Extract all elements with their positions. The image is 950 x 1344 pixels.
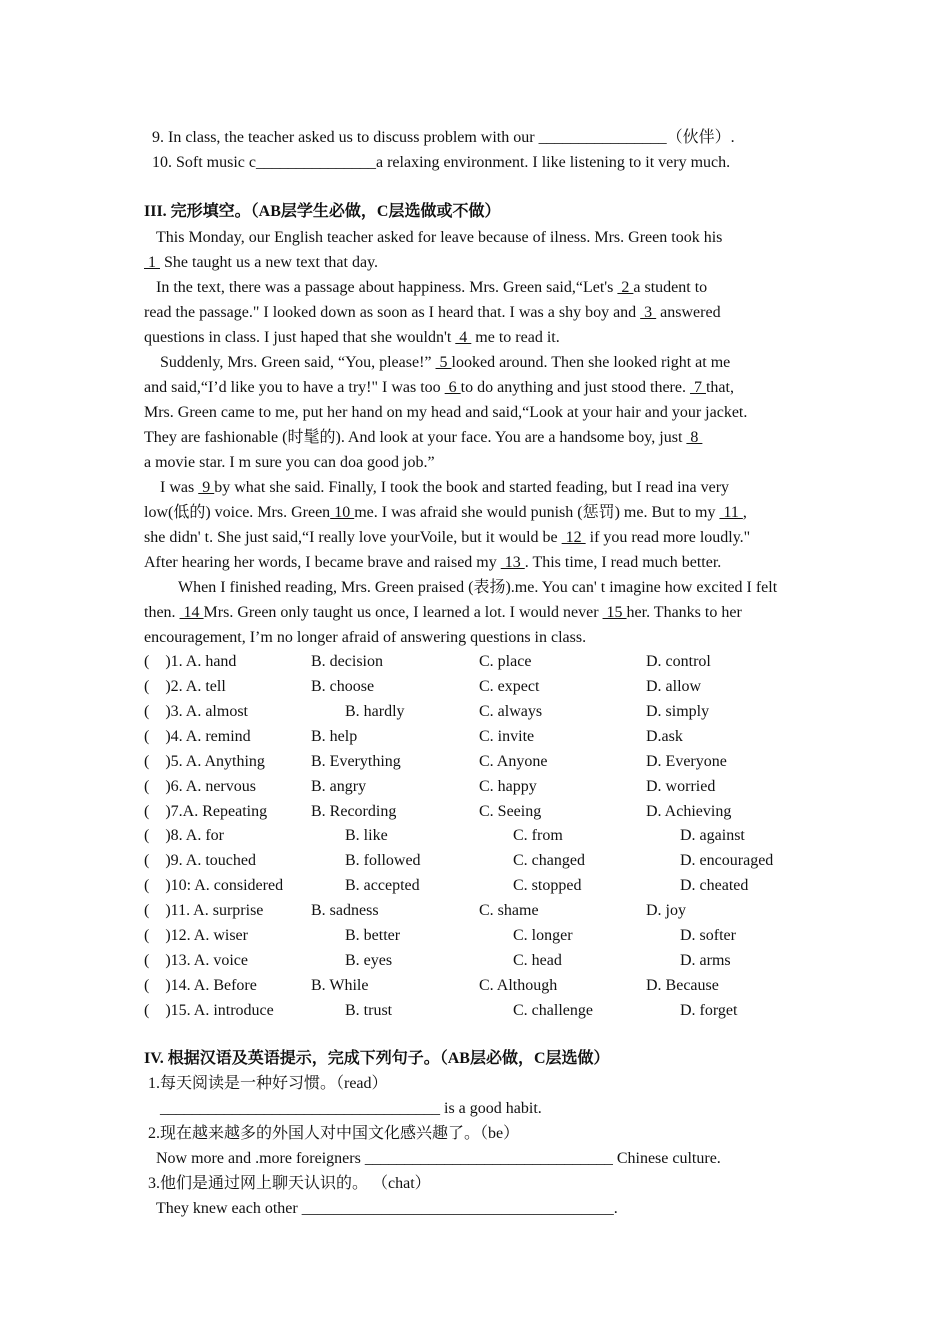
option-d: D. Achieving — [646, 803, 732, 820]
option-row-14: ( )14. A. Before — [144, 977, 257, 994]
passage-line: In the text, there was a passage about happiness. Mrs. Green said,“Let's 2 a student to — [156, 279, 708, 296]
option-c: C. from — [513, 827, 563, 844]
option-b: B. better — [345, 927, 401, 944]
passage-line: then. 14 Mrs. Green only taught us once, I learned a lot. I would never 15 her. Thanks to her — [144, 604, 742, 621]
option-d: D. allow — [646, 678, 702, 695]
section-3-heading: III. 完形填空。（AB层学生必做，C层选做或不做） — [144, 203, 501, 220]
option-c: C. always — [479, 703, 543, 720]
option-c: C. head — [513, 952, 562, 969]
option-row-9: ( )9. A. touched — [144, 852, 256, 869]
option-c: C. Although — [479, 977, 558, 994]
option-c: C. changed — [513, 852, 585, 869]
option-row-10: ( )10: A. considered — [144, 877, 284, 894]
option-row-15: ( )15. A. introduce — [144, 1002, 274, 1019]
option-row-6: ( )6. A. nervous — [144, 778, 256, 795]
s4-q1-prompt: 1.每天阅读是一种好习惯。（read） — [148, 1075, 388, 1092]
option-row-5: ( )5. A. Anything — [144, 753, 265, 770]
option-d: D. encouraged — [680, 852, 774, 869]
option-c: C. place — [479, 653, 532, 670]
passage-line: she didn' t. She just said,“I really love yourVoile, but it would be 12 if you read more loudly." — [144, 529, 751, 546]
option-b: B. help — [311, 728, 358, 745]
passage-line: questions in class. I just haped that she wouldn't 4 me to read it. — [144, 329, 560, 346]
option-row-13: ( )13. A. voice — [144, 952, 248, 969]
option-b: B. accepted — [345, 877, 420, 894]
blank-4: 4 — [455, 329, 472, 346]
blank-9: 9 — [198, 479, 215, 496]
blank-5: 5 — [435, 354, 452, 371]
question-9: 9. In class, the teacher asked us to discuss problem with our ________________（伙伴）. — [152, 129, 735, 146]
option-c: C. stopped — [513, 877, 582, 894]
option-c: C. Seeing — [479, 803, 542, 820]
option-b: B. Everything — [311, 753, 401, 770]
option-d: D. forget — [680, 1002, 738, 1019]
option-b: B. hardly — [345, 703, 405, 720]
option-d: D. Because — [646, 977, 719, 994]
passage-line: 1 She taught us a new text that day. — [144, 254, 379, 271]
option-b: B. eyes — [345, 952, 393, 969]
passage-line: They are fashionable (时髦的). And look at your face. You are a handsome boy, just 8 — [144, 429, 703, 446]
passage-line: This Monday, our English teacher asked for leave because of ilness. Mrs. Green took his — [156, 229, 723, 246]
option-row-7: ( )7.A. Repeating — [144, 803, 268, 820]
option-b: B. Recording — [311, 803, 397, 820]
option-b: B. While — [311, 977, 369, 994]
option-b: B. like — [345, 827, 388, 844]
option-d: D. against — [680, 827, 745, 844]
passage-line: I was 9 by what she said. Finally, I took the book and started feading, but I read ina very — [160, 479, 730, 496]
option-b: B. decision — [311, 653, 383, 670]
passage-line: and said,“I’d like you to have a try!" I was too 6 to do anything and just stood there. 7 that, — [144, 379, 734, 396]
blank-3: 3 — [640, 304, 657, 321]
option-row-4: ( )4. A. remind — [144, 728, 251, 745]
passage-line: Mrs. Green came to me, put her hand on my head and said,“Look at your hair and your jacket. — [144, 404, 748, 421]
passage-line: After hearing her words, I became brave and raised my 13 . This time, I read much better. — [144, 554, 722, 571]
option-c: C. longer — [513, 927, 573, 944]
s4-q3-prompt: 3.他们是通过网上聊天认识的。 （chat） — [148, 1175, 431, 1192]
option-b: B. trust — [345, 1002, 393, 1019]
option-d: D. arms — [680, 952, 731, 969]
option-c: C. invite — [479, 728, 535, 745]
option-c: C. shame — [479, 902, 539, 919]
option-b: B. angry — [311, 778, 367, 795]
passage-line: read the passage." I looked down as soon as I heard that. I was a shy boy and 3 answered — [144, 304, 721, 321]
option-d: D. softer — [680, 927, 736, 944]
s4-q3-answer-line: They knew each other _______________________________________. — [156, 1200, 618, 1217]
s4-q2-answer-line: Now more and .more foreigners _______________________________ Chinese culture. — [156, 1150, 721, 1167]
option-d: D. joy — [646, 902, 686, 919]
passage-line: encouragement, I’m no longer afraid of answering questions in class. — [144, 629, 587, 646]
option-c: C. happy — [479, 778, 537, 795]
section-4-heading: IV. 根据汉语及英语提示，完成下列句子。（AB层必做，C层选做） — [144, 1050, 610, 1067]
blank-6: 6 — [444, 379, 461, 396]
blank-15: 15 — [602, 604, 627, 621]
passage-line: a movie star. I m sure you can doa good job.” — [144, 454, 435, 471]
passage-line: low(低的) voice. Mrs. Green 10 me. I was afraid she would punish (惩罚) me. But to my 11 , — [144, 504, 747, 521]
blank-8: 8 — [686, 429, 703, 446]
blank-7: 7 — [689, 379, 706, 396]
blank-13: 13 — [500, 554, 525, 571]
blank-1: 1 — [144, 254, 160, 271]
passage-line: When I finished reading, Mrs. Green praised (表扬).me. You can' t imagine how excited I felt — [178, 579, 778, 596]
passage-line: Suddenly, Mrs. Green said, “You, please!” 5 looked around. Then she looked right at me — [160, 354, 731, 371]
s4-q1-answer-line: ___________________________________ is a good habit. — [160, 1100, 542, 1117]
option-c: C. Anyone — [479, 753, 548, 770]
s4-q2-prompt: 2.现在越来越多的外国人对中国文化感兴趣了。（be） — [148, 1125, 520, 1142]
question-10: 10. Soft music c_______________a relaxing environment. I like listening to it very much. — [152, 154, 731, 171]
option-row-1: ( )1. A. hand — [144, 653, 237, 670]
option-row-8: ( )8. A. for — [144, 827, 224, 844]
option-row-12: ( )12. A. wiser — [144, 927, 248, 944]
option-row-3: ( )3. A. almost — [144, 703, 248, 720]
option-d: D. control — [646, 653, 711, 670]
option-row-2: ( )2. A. tell — [144, 678, 226, 695]
blank-2: 2 — [617, 279, 634, 296]
option-b: B. sadness — [311, 902, 379, 919]
option-row-11: ( )11. A. surprise — [144, 902, 264, 919]
option-b: B. choose — [311, 678, 375, 695]
option-b: B. followed — [345, 852, 421, 869]
blank-11: 11 — [719, 504, 743, 521]
option-d: D.ask — [646, 728, 683, 745]
option-d: D. Everyone — [646, 753, 727, 770]
blank-12: 12 — [561, 529, 586, 546]
option-c: C. expect — [479, 678, 540, 695]
option-c: C. challenge — [513, 1002, 593, 1019]
option-d: D. cheated — [680, 877, 749, 894]
option-d: D. worried — [646, 778, 716, 795]
option-d: D. simply — [646, 703, 710, 720]
blank-10: 10 — [330, 504, 355, 521]
blank-14: 14 — [179, 604, 204, 621]
